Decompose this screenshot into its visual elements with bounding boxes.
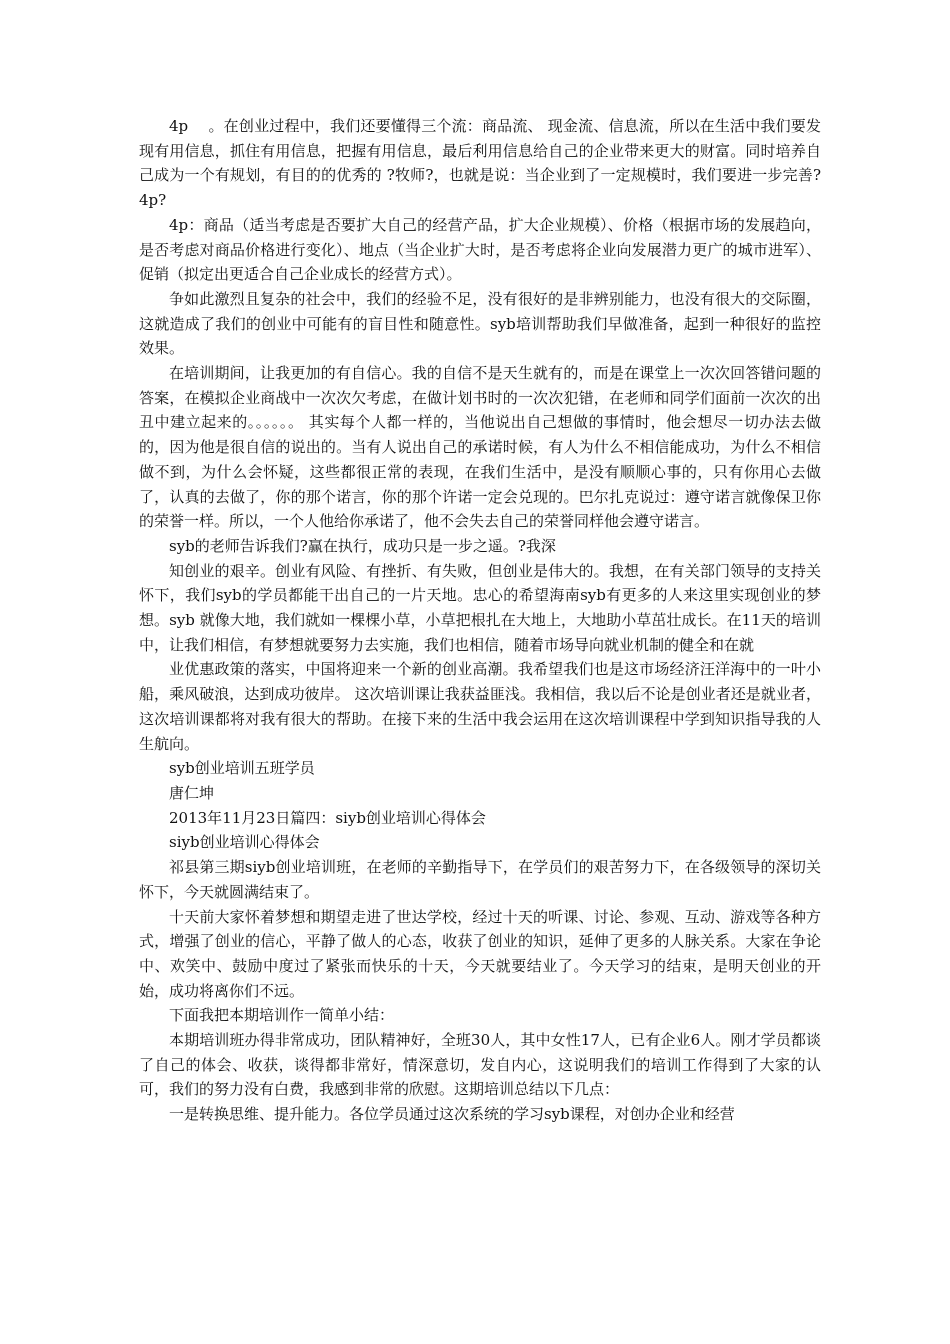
article-title: siyb创业培训心得体会 <box>169 833 320 852</box>
paragraph-class-stats: 本期培训班办得非常成功，团队精神好，全班30人，其中女性17人，已有企业6人。刚才学员都谈了自己的体会、收获，谈得都非常好，情深意切，发自内心，这说明我们的培训工作得到了大家的认可，我们的努力没有白费，我感到非常的欣慰。这期培训总结以下几点： <box>139 1031 821 1099</box>
paragraph-syb-monitoring: 争如此激烈且复杂的社会中，我们的经验不足，没有很好的是非辨别能力，也没有很大的交际圈，这就造成了我们的创业中可能有的盲目性和随意性。syb培训帮助我们早做准备，起到一种很好的监控效果。 <box>139 289 821 358</box>
signature-class: syb创业培训五班学员 <box>169 759 315 778</box>
paragraph-summary-intro: 下面我把本期培训作一简单小结： <box>169 1006 395 1025</box>
paragraph-hardship: 知创业的艰辛。创业有风险、有挫折、有失败，但创业是伟大的。我想，在有关部门领导的支持关怀下，我们syb的学员都能干出自己的一片天地。忠心的希望海南syb有更多的人来这里实现创业的梦想。syb 就像大地，我们就如一棵棵小草，小草把根扎在大地上，大地助小草茁壮成长。在11天的培训中，让我们相信，有梦想就要努力去实施，我们也相信，随着市场导向就业机制的健全和在就 <box>139 561 821 654</box>
paragraph-policy: 业优惠政策的落实，中国将迎来一个新的创业高潮。我希望我们也是这市场经济汪洋海中的一叶小船，乘风破浪，达到成功彼岸。 这次培训课让我获益匪浅。我相信，我以后不论是创业者还是就业者，这次培训课都将对我有很大的帮助。在接下来的生活中我会运用在这次培训课程中学到知识指导我的人生航向。 <box>139 660 821 753</box>
date-and-section-heading: 2013年11月23日篇四：siyb创业培训心得体会 <box>169 808 486 827</box>
paragraph-confidence: 在培训期间，让我更加的有自信心。我的自信不是天生就有的，而是在课堂上一次次回答错问题的答案，在模拟企业商战中一次次欠考虑，在做计划书时的一次次犯错，在老师和同学们面前一次次的出丑中建立起来的。。。。。。 其实每个人都一样的，当他说出自己想做的事情时，他会想尽一切办法去做的，因为他是很自信的说出的。当有人说出自己的承诺时候，有人为什么不相信能成功，为什么不相信做不到，为什么会怀疑，这些都很正常的表现，在我们生活中，是没有顺顺心事的，只有你用心去做了，认真的去做了，你的那个诺言，你的那个许诺一定会兑现的。巴尔扎克说过：遵守诺言就像保卫你的荣誉一样。所以，一个人他给你承诺了，他不会失去自己的荣誉同样他会遵守诺言。 <box>139 364 821 531</box>
paragraph-teacher-quote: syb的老师告诉我们?赢在执行，成功只是一步之遥。?我深 <box>169 536 556 555</box>
paragraph-4p-definition: 4p：商品（适当考虑是否要扩大自己的经营产品，扩大企业规模）、价格（根据市场的发展趋向，是否考虑对商品价格进行变化）、地点（当企业扩大时，是否考虑将企业向发展潜力更广的城市进军）、促销（拟定出更适合自己企业成长的经营方式）。 <box>139 215 821 284</box>
paragraph-ten-days: 十天前大家怀着梦想和期望走进了世达学校，经过十天的听课、讨论、参观、互动、游戏等各种方式，增强了创业的信心，平静了做人的心态，收获了创业的知识，延伸了更多的人脉关系。大家在争论中、欢笑中、鼓励中度过了紧张而快乐的十天，今天就要结业了。今天学习的结束，是明天创业的开始，成功将离你们不远。 <box>139 907 821 1000</box>
paragraph-4p-intro: 4p 。在创业过程中，我们还要懂得三个流：商品流、 现金流、信息流，所以在生活中我们要发现有用信息，抓住有用信息，把握有用信息，最后利用信息给自己的企业带来更大的财富。同时培养自己成为一个有规划，有目的的优秀的 ?牧师?，也就是说：当企业到了一定规模时，我们要进一步完善?4p? <box>139 117 821 210</box>
signature-name: 唐仁坤 <box>169 783 215 802</box>
document-body <box>139 114 821 1127</box>
paragraph-point-one: 一是转换思维、提升能力。各位学员通过这次系统的学习syb课程，对创办企业和经营 <box>169 1105 735 1124</box>
paragraph-opening: 祁县第三期siyb创业培训班，在老师的辛勤指导下，在学员们的艰苦努力下，在各级领导的深切关怀下，今天就圆满结束了。 <box>139 858 821 901</box>
